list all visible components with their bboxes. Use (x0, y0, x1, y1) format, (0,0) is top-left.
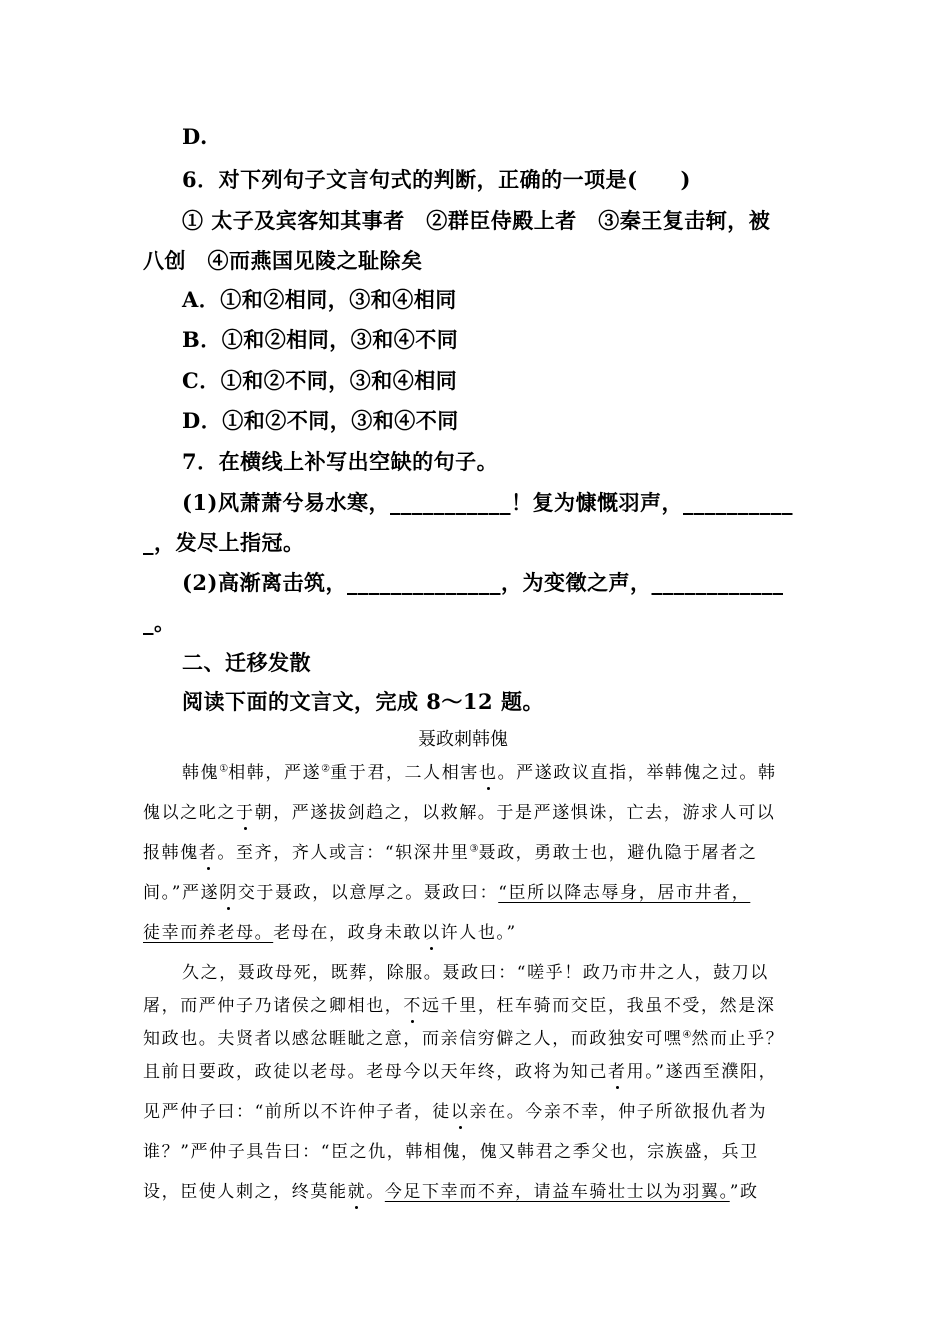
question-6-option-c: C．①和②不同，③和④相同 (182, 368, 458, 393)
passage-line: 知政也。夫贤者以感忿睚眦之意，而亲信穷僻之人，而政独安可嘿④然而止乎？ (143, 1029, 785, 1049)
emphasis-word: 者 (608, 1062, 627, 1082)
question-7-item-1-cont: _，发尽上指冠。 (143, 530, 305, 555)
section-instruction: 阅读下面的文言文，完成 8～12 题。 (182, 689, 544, 714)
passage-line: 谁？”严仲子具告曰：“臣之仇，韩相傀，傀又韩君之季父也，宗族盛，兵卫 (143, 1142, 759, 1162)
underlined-sentence: 徒幸而养老母。 (143, 923, 274, 943)
question-7-item-1: (1)风萧萧兮易水寒，___________！复为慷慨羽声，__________ (182, 490, 793, 515)
footnote-marker: ② (321, 763, 331, 775)
passage-line: 见严仲子曰：“前所以不许仲子者，徒以亲在。今亲不幸，仲子所欲报仇者为 (143, 1102, 768, 1122)
question-6-sentences-cont: 八创 ④而燕国见陵之耻除矣 (143, 248, 423, 273)
prev-option-d: D. (182, 124, 208, 149)
emphasis-word: 也 (478, 763, 498, 783)
passage-line: 间。”严遂阴交于聂政，以意厚之。聂政曰：“臣所以降志辱身，居市井者， (143, 883, 751, 903)
emphasis-word: 阴 (219, 883, 238, 903)
passage-line: 傀以之叱之于朝，严遂拔剑趋之，以救解。于是严遂惧诛，亡去，游求人可以 (143, 803, 776, 823)
question-6-stem: 6．对下列句子文言句式的判断，正确的一项是( ) (182, 167, 691, 192)
question-7-item-2: (2)高渐离击筑，______________，为变徵之声，____________ (182, 570, 784, 595)
underlined-sentence: “臣所以降志辱身，居市井者， (498, 883, 751, 903)
question-6-option-b: B．①和②相同，③和④不同 (182, 327, 459, 352)
emphasis-word: 就 (347, 1182, 367, 1202)
passage-title: 聂政刺韩傀 (418, 729, 508, 750)
emphasis-word: 于 (236, 803, 255, 823)
passage-line: 久之，聂政母死，既葬，除服。聂政曰：“嗟乎！政乃市井之人，鼓刀以 (182, 963, 769, 983)
passage-line: 设，臣使人刺之，终莫能就。今足下幸而不弃，请益车骑壮士以为羽翼。”政 (143, 1182, 759, 1202)
passage-line: 屠，而严仲子乃诸侯之卿相也，不远千里，枉车骑而交臣，我虽不受，然是深 (143, 996, 776, 1016)
underlined-sentence: 今足下幸而不弃，请益车骑壮士以为羽翼。 (384, 1182, 730, 1202)
emphasis-word: 者 (198, 843, 218, 863)
emphasis-word: 以 (422, 923, 441, 943)
footnote-marker: ④ (682, 1029, 692, 1041)
section-heading: 二、迁移发散 (182, 650, 311, 675)
passage-line: 且前日要政，政徒以老母。老母今以天年终，政将为知己者用。”遂西至濮阳， (143, 1062, 778, 1082)
passage-line: 徒幸而养老母。老母在，政身未敢以许人也。” (143, 923, 517, 943)
footnote-marker: ① (219, 763, 229, 775)
question-6-sentences: ① 太子及宾客知其事者 ②群臣侍殿上者 ③秦王复击轲，被 (182, 208, 771, 233)
question-7-item-2-cont: _。 (143, 610, 176, 635)
question-6-option-d: D．①和②不同，③和④不同 (182, 408, 459, 433)
passage-line: 报韩傀者。至齐，齐人或言：“轵深井里③聂政，勇敢士也，避仇隐于屠者之 (143, 843, 758, 863)
passage-line: 韩傀①相韩，严遂②重于君，二人相害也。严遂政议直指，举韩傀之过。韩 (182, 763, 777, 783)
question-6-option-a: A．①和②相同，③和④相同 (182, 287, 457, 312)
emphasis-word: 不 (403, 996, 423, 1016)
emphasis-word: 以 (450, 1102, 470, 1122)
footnote-marker: ③ (469, 843, 479, 855)
question-7-stem: 7．在横线上补写出空缺的句子。 (182, 449, 499, 474)
